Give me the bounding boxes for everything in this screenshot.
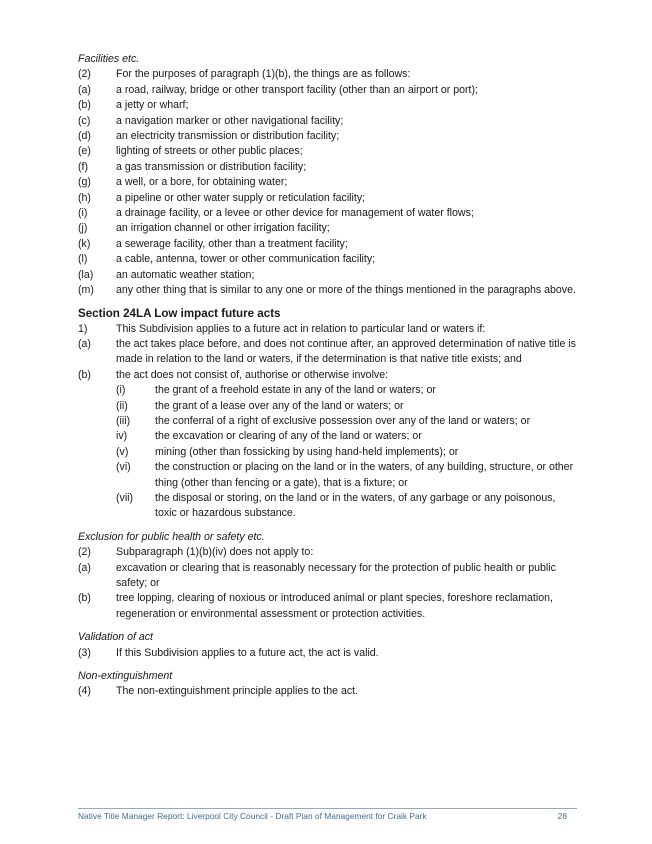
list-item: [78, 545, 578, 560]
section-heading: Section 24LA Low impact future acts: [78, 306, 281, 320]
item-text: a jetty or wharf;: [116, 99, 189, 112]
non-extinguishment-heading: Non-extinguishment: [78, 670, 173, 683]
item-text: any other thing that is similar to any one or more of the things mentioned in the paragraphs above.: [116, 284, 576, 297]
exclusion-heading: Exclusion for public health or safety etc.: [78, 530, 265, 543]
sub-list-item: [78, 383, 578, 398]
list-item: [78, 129, 578, 144]
item-label: (b): [78, 99, 91, 112]
item-label: (b): [78, 368, 91, 381]
item-text: a road, railway, bridge or other transport facility (other than an airport or port);: [116, 83, 478, 96]
item-label: (la): [78, 268, 94, 281]
item-label: (l): [78, 253, 88, 266]
item-text: a drainage facility, or a levee or other device for management of water flows;: [116, 207, 474, 220]
item-text: a cable, antenna, tower or other communication facility;: [116, 253, 376, 266]
item-text: excavation or clearing that is reasonably necessary for the protection of public health or public safety; or: [116, 561, 556, 589]
item-label: (e): [78, 145, 91, 158]
list-item: [78, 83, 578, 98]
list-item: [78, 283, 578, 298]
list-item: [78, 98, 578, 113]
section-list: [78, 322, 578, 522]
item-label: (h): [78, 191, 91, 204]
item-text: This Subdivision applies to a future act in relation to particular land or waters if:: [116, 322, 486, 335]
item-label: (b): [78, 592, 91, 605]
list-item: [78, 337, 578, 368]
document-body: [78, 52, 578, 700]
sub-item-text: the conferral of a right of exclusive possession over any of the land or waters; or: [155, 414, 531, 427]
item-label: (j): [78, 222, 88, 235]
item-label: (i): [78, 207, 88, 220]
item-label: (m): [78, 284, 94, 297]
sub-item-label: (i): [116, 384, 126, 397]
validation-heading: Validation of act: [78, 631, 153, 644]
page-footer: [78, 808, 577, 821]
item-label: (2): [78, 546, 91, 559]
item-text: tree lopping, clearing of noxious or introduced animal or plant species, foreshore reclamation, regeneration or environmental assessment or protection activities.: [116, 592, 553, 620]
sub-item-text: the construction or placing on the land or in the waters, of any building, structure, or other thing (other than fencing or a gate), that is a fixture; or: [155, 461, 574, 489]
sub-list-item: [78, 414, 578, 429]
item-label: 1): [78, 322, 88, 335]
item-text: a gas transmission or distribution facility;: [116, 160, 307, 173]
sub-list-item: [78, 491, 578, 522]
item-text: the act takes place before, and does not continue after, an approved determination of native title is made in relation to the land or waters, if the determination is that native title exists; and: [116, 337, 576, 366]
item-text: an irrigation channel or other irrigation facility;: [116, 222, 330, 235]
list-item: [78, 561, 578, 592]
item-label: (a): [78, 83, 91, 96]
item-text: If this Subdivision applies to a future act, the act is valid.: [116, 646, 379, 659]
list-item: [78, 237, 578, 252]
item-text: a well, or a bore, for obtaining water;: [116, 176, 288, 189]
item-label: (a): [78, 337, 91, 350]
sub-item-label: (ii): [116, 399, 128, 412]
sub-item-text: the disposal or storing, on the land or in the waters, of any garbage or any poisonous, toxic or hazardous substance.: [155, 491, 556, 520]
item-text: an electricity transmission or distribution facility;: [116, 130, 340, 143]
item-label: (a): [78, 561, 91, 574]
list-item: [78, 144, 578, 159]
item-text: a navigation marker or other navigational facility;: [116, 114, 344, 127]
sub-item-label: (vi): [116, 461, 131, 474]
item-text: an automatic weather station;: [116, 268, 255, 281]
facilities-list: [78, 67, 578, 298]
item-text: For the purposes of paragraph (1)(b), the things are as follows:: [116, 68, 411, 81]
sub-item-text: the grant of a lease over any of the land or waters; or: [155, 399, 404, 412]
list-item: [78, 175, 578, 190]
list-item: [78, 206, 578, 221]
sub-item-label: (vii): [116, 491, 134, 504]
exclusion-list: [78, 545, 578, 622]
sub-list-item: [78, 460, 578, 491]
item-label: (2): [78, 68, 91, 81]
item-text: a sewerage facility, other than a treatment facility;: [116, 237, 348, 250]
list-item: [78, 684, 578, 699]
sub-list-item: [78, 399, 578, 414]
list-item: [78, 114, 578, 129]
list-item: [78, 67, 578, 82]
item-text: the act does not consist of, authorise or otherwise involve:: [116, 368, 389, 381]
sub-item-text: the excavation or clearing of any of the land or waters; or: [155, 430, 422, 443]
sub-list-item: [78, 445, 578, 460]
item-label: (c): [78, 114, 91, 127]
list-item: [78, 368, 578, 383]
item-text: a pipeline or other water supply or reticulation facility;: [116, 191, 366, 204]
item-text: The non-extinguishment principle applies to the act.: [116, 685, 359, 698]
sub-item-label: iv): [116, 430, 128, 443]
footer-title: Native Title Manager Report: Liverpool City Council - Draft Plan of Management for Craik Park: [78, 811, 427, 821]
item-label: (g): [78, 176, 91, 189]
sub-item-label: (v): [116, 445, 129, 458]
facilities-heading: Facilities etc.: [78, 53, 140, 65]
item-label: (d): [78, 130, 91, 143]
list-item: [78, 591, 578, 622]
item-label: (4): [78, 685, 91, 698]
sub-item-text: mining (other than fossicking by using hand-held implements); or: [155, 445, 459, 458]
list-item: [78, 160, 578, 175]
item-label: (k): [78, 237, 91, 250]
item-text: lighting of streets or other public places;: [116, 145, 303, 158]
sub-item-text: the grant of a freehold estate in any of the land or waters; or: [155, 384, 436, 397]
list-item: [78, 322, 578, 337]
item-label: (f): [78, 160, 88, 173]
item-text: Subparagraph (1)(b)(iv) does not apply to:: [116, 546, 314, 559]
list-item: [78, 221, 578, 236]
list-item: [78, 191, 578, 206]
list-item: [78, 646, 578, 661]
sub-item-label: (iii): [116, 414, 131, 427]
sub-list-item: [78, 429, 578, 444]
list-item: [78, 252, 578, 267]
item-label: (3): [78, 646, 91, 659]
list-item: [78, 268, 578, 283]
page-number: 28: [557, 811, 567, 821]
